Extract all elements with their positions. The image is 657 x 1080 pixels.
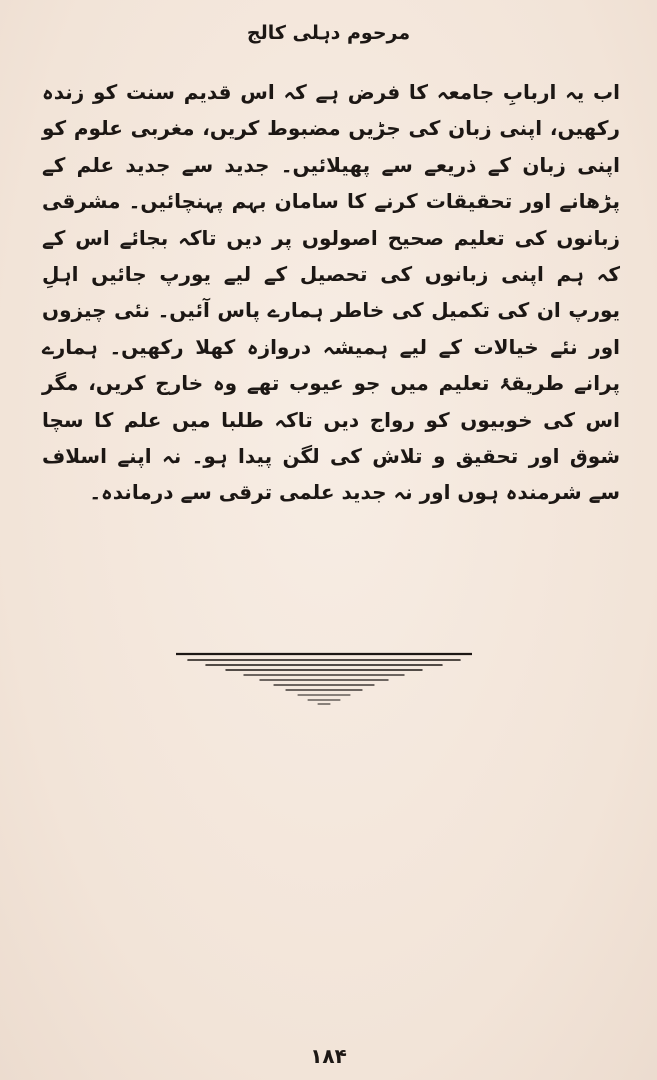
section-ornament: [176, 652, 472, 706]
body-text: [42, 74, 620, 511]
running-header: مرحوم دہلی کالج: [246, 22, 411, 44]
paragraph: اب یہ اربابِ جامعہ کا فرض ہے کہ اس قدیم سنت کو زندہ رکھیں، اپنی زبان کی جڑیں مضبوط کریں، مغربی علوم کو اپنی زبان کے ذریعے سے پھیلائیں۔ جدید سے جدید علم کے پڑھانے اور تحقیقات کرنے کا سامان بہم پہنچائیں۔ مشرقی زبانوں کی تعلیم صحیح اصولوں پر دیں تاکہ بجائے اس کے کہ ہم اپنی زبانوں کی تحصیل کے لیے یورپ جائیں اہلِ یورپ ان کی تکمیل کی خاطر ہمارے پاس آئیں۔ نئی چیزوں اور نئے خیالات کے لیے ہمیشہ دروازہ کھلا رکھیں۔ ہمارے پرانے طریقۂ تعلیم میں جو عیوب تھے وہ خارج کریں، مگر اس کی خوبیوں کو رواج دیں تاکہ طلبا میں علم کا سچا شوق اور تحقیق و تلاش کی لگن پیدا ہو۔ نہ اپنے اسلاف سے شرمندہ ہوں اور نہ جدید علمی ترقی سے درماندہ۔: [42, 80, 620, 505]
page-number: ۱۸۴: [310, 1044, 347, 1068]
